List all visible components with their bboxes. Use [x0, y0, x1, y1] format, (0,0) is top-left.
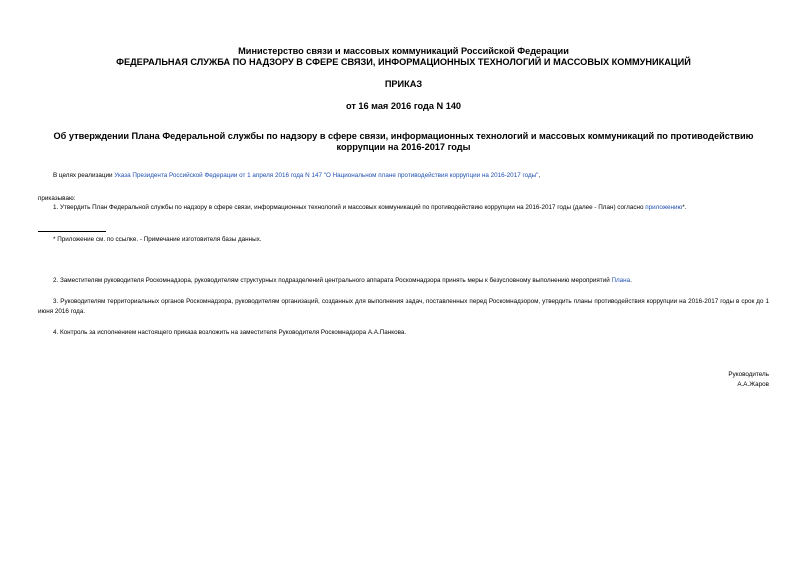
- presidential-decree-link[interactable]: Указа Президента Российской Федерации от 1 апреля 2016 года N 147 "О Национальном плане противодействия коррупции на 2016-2017 годы": [114, 172, 539, 179]
- item-1-suffix: *.: [682, 204, 687, 211]
- doc-date-number: от 16 мая 2016 года N 140: [345, 101, 462, 111]
- item-2-suffix: .: [630, 277, 632, 284]
- item-1: [38, 203, 769, 213]
- preamble-prefix: В целях реализации: [53, 172, 115, 179]
- item-2: [38, 276, 769, 286]
- doc-title: Об утверждении Плана Федеральной службы по надзору в сфере связи, информационных технологий и массовых коммуникаций по противодействию коррупции на 2016-2017 годы: [53, 131, 754, 152]
- doc-type: ПРИКАЗ: [384, 79, 423, 89]
- item-1-text: 1. Утвердить План Федеральной службы по надзору в сфере связи, информационных технологий и массовых коммуникаций по противодействию коррупции на 2016-2017 годы (далее - План) согласно: [53, 204, 646, 211]
- footnote-divider: [38, 231, 106, 232]
- service-name: ФЕДЕРАЛЬНАЯ СЛУЖБА ПО НАДЗОРУ В СФЕРЕ СВЯЗИ, ИНФОРМАЦИОННЫХ ТЕХНОЛОГИЙ И МАССОВЫХ КОММУНИКАЦИЙ: [116, 57, 691, 67]
- signature-block: [569, 370, 769, 389]
- appendix-link[interactable]: приложению: [645, 204, 683, 211]
- header-block: [38, 46, 769, 68]
- signatory-name: А.А.Жаров: [737, 380, 769, 388]
- item-2-text: 2. Заместителям руководителя Роскомнадзора, руководителям структурных подразделений центрального аппарата Роскомнадзора принять меры к безусловному выполнению мероприятий: [53, 277, 612, 284]
- preamble-suffix: ,: [538, 172, 541, 179]
- plan-link[interactable]: Плана: [611, 277, 631, 284]
- item-3: 3. Руководителям территориальных органов Роскомнадзора, руководителям организаций, созданных для выполнения задач, поставленных перед Роскомнадзором, утвердить планы противодействия коррупции на 2016-2017 годы в срок до 1 июня 2016 года.: [38, 298, 769, 315]
- ministry-name: Министерство связи и массовых коммуникаций Российской Федерации: [238, 46, 569, 56]
- preamble: [38, 171, 769, 181]
- footnote: * Приложение см. по ссылке. - Примечание изготовителя базы данных.: [53, 236, 262, 243]
- signatory-position: Руководитель: [728, 371, 769, 378]
- orders-word: приказываю:: [38, 195, 76, 202]
- item-4: 4. Контроль за исполнением настоящего приказа возложить на заместителя Руководителя Роскомнадзора А.А.Панкова.: [53, 329, 407, 336]
